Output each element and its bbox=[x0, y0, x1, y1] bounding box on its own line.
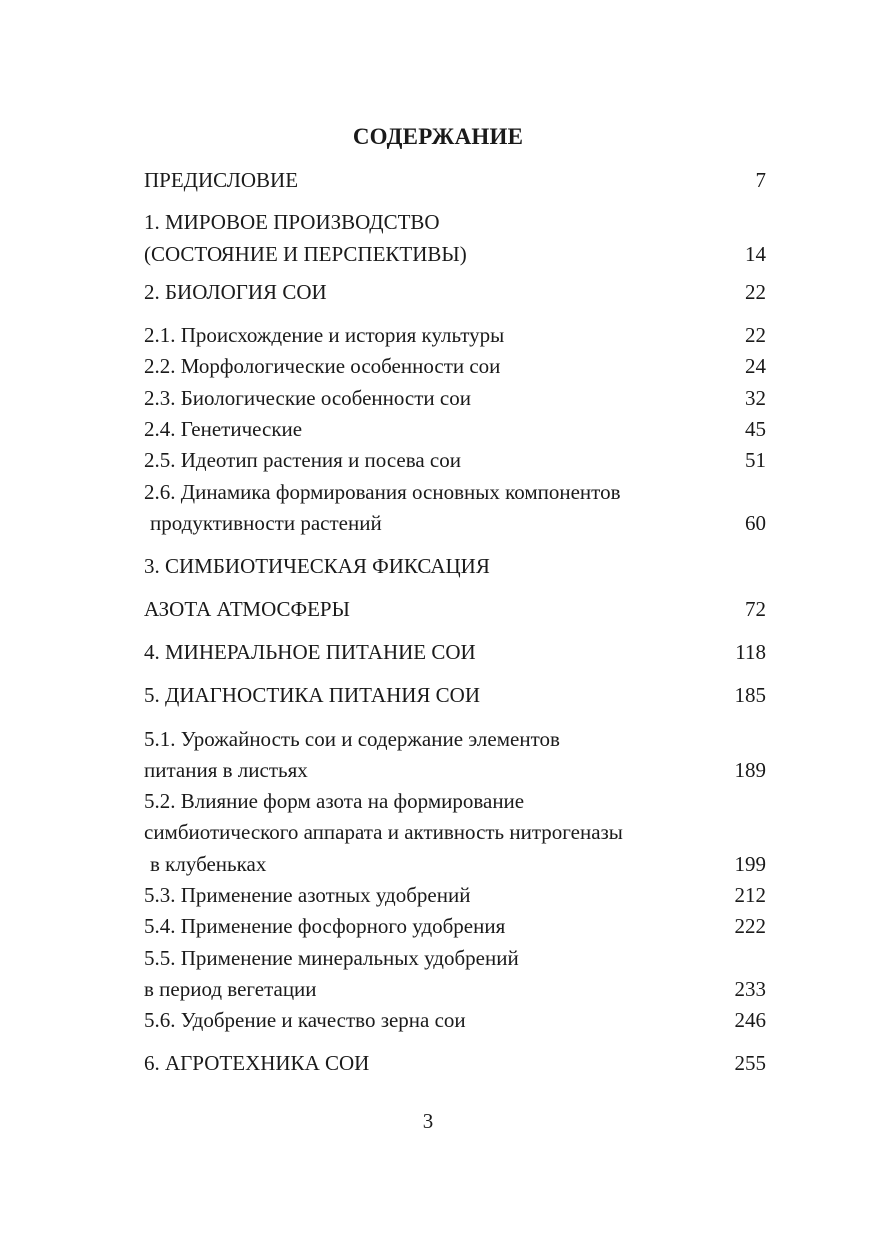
toc-entry-text: ПРЕДИСЛОВИЕ bbox=[144, 168, 299, 192]
toc-entry-page: 222 bbox=[734, 914, 766, 938]
toc-entry-text: 5.4. Применение фосфорного удобрения bbox=[144, 914, 506, 938]
toc-entry-page: 233 bbox=[734, 977, 766, 1001]
toc-entry-page: 185 bbox=[734, 683, 766, 707]
toc-entry-page: 60 bbox=[745, 511, 766, 535]
toc-entry-text: 5.1. Урожайность сои и содержание элементов bbox=[144, 727, 560, 751]
toc-entry bbox=[144, 817, 766, 847]
toc-entry bbox=[144, 755, 766, 785]
toc-entry-text: 2.2. Морфологические особенности сои bbox=[144, 354, 501, 378]
toc-entry-text: продуктивности растений bbox=[150, 511, 382, 535]
toc-entry bbox=[144, 594, 766, 624]
toc-entry bbox=[144, 165, 766, 195]
toc-entry-text: АЗОТА АТМОСФЕРЫ bbox=[144, 597, 350, 621]
toc-entry-page: 255 bbox=[734, 1051, 766, 1075]
toc-entry-text: 5.3. Применение азотных удобрений bbox=[144, 883, 471, 907]
toc-entry-text: 2.3. Биологические особенности сои bbox=[144, 386, 471, 410]
toc-entry bbox=[144, 207, 766, 237]
toc-entry bbox=[144, 974, 766, 1004]
toc-entry-text: 5.5. Применение минеральных удобрений bbox=[144, 946, 519, 970]
toc-entry-text: 3. СИМБИОТИЧЕСКАЯ ФИКСАЦИЯ bbox=[144, 554, 490, 578]
toc-entry-text: 1. МИРОВОЕ ПРОИЗВОДСТВО bbox=[144, 210, 440, 234]
toc-entry bbox=[144, 508, 766, 538]
toc-entry bbox=[144, 724, 766, 754]
toc-entry-text: 2.1. Происхождение и история культуры bbox=[144, 323, 505, 347]
toc-entry-text: 2.5. Идеотип растения и посева сои bbox=[144, 448, 461, 472]
toc-entry-text: в клубеньках bbox=[150, 852, 267, 876]
toc-entry-page: 72 bbox=[745, 597, 766, 621]
toc-entry-text: 2. БИОЛОГИЯ СОИ bbox=[144, 280, 327, 304]
toc-entry-text: симбиотического аппарата и активность нитрогеназы bbox=[144, 820, 623, 844]
page-number: 3 bbox=[422, 1109, 434, 1133]
toc-entry-page: 189 bbox=[734, 758, 766, 782]
toc-entry-page: 22 bbox=[745, 323, 766, 347]
toc-entry bbox=[144, 320, 766, 350]
toc-entry-page: 246 bbox=[734, 1008, 766, 1032]
toc-entry-page: 24 bbox=[745, 354, 766, 378]
toc-entry bbox=[144, 680, 766, 710]
toc-entry-text: 2.6. Динамика формирования основных компонентов bbox=[144, 480, 621, 504]
toc-entry-page: 14 bbox=[745, 242, 766, 266]
toc-entry-text: 5.2. Влияние форм азота на формирование bbox=[144, 789, 525, 813]
toc-entry bbox=[144, 477, 766, 507]
toc-entry-page: 22 bbox=[745, 280, 766, 304]
page-title: СОДЕРЖАНИЕ bbox=[352, 124, 524, 149]
toc-entry bbox=[144, 351, 766, 381]
toc-entry bbox=[144, 445, 766, 475]
toc-entry-page: 51 bbox=[745, 448, 766, 472]
toc-entry-text: 5. ДИАГНОСТИКА ПИТАНИЯ СОИ bbox=[144, 683, 481, 707]
toc-entry bbox=[144, 849, 766, 879]
toc-entry bbox=[144, 1005, 766, 1035]
toc-entry bbox=[144, 551, 766, 581]
toc-entry-page: 7 bbox=[755, 168, 766, 192]
toc-entry-page: 118 bbox=[735, 640, 766, 664]
toc-entry bbox=[144, 414, 766, 444]
toc-entry-text: 5.6. Удобрение и качество зерна сои bbox=[144, 1008, 466, 1032]
toc-entry bbox=[144, 1048, 766, 1078]
toc-entry-text: 2.4. Генетические bbox=[144, 417, 303, 441]
toc-entry-page: 32 bbox=[745, 386, 766, 410]
toc-entry bbox=[144, 786, 766, 816]
toc-entry-page: 45 bbox=[745, 417, 766, 441]
toc-entry-text: (СОСТОЯНИЕ И ПЕРСПЕКТИВЫ) bbox=[144, 242, 467, 266]
toc-entry bbox=[144, 383, 766, 413]
toc-entry bbox=[144, 880, 766, 910]
toc-entry-text: в период вегетации bbox=[144, 977, 317, 1001]
toc-entry-page: 212 bbox=[734, 883, 766, 907]
toc-entry-text: 6. АГРОТЕХНИКА СОИ bbox=[144, 1051, 370, 1075]
toc-entry bbox=[144, 943, 766, 973]
toc-entry-text: питания в листьях bbox=[144, 758, 308, 782]
toc-entry-page: 199 bbox=[734, 852, 766, 876]
toc-entry-text: 4. МИНЕРАЛЬНОЕ ПИТАНИЕ СОИ bbox=[144, 640, 476, 664]
toc-entry bbox=[144, 637, 766, 667]
toc-entry bbox=[144, 239, 766, 269]
toc-entry bbox=[144, 277, 766, 307]
toc-entry bbox=[144, 911, 766, 941]
